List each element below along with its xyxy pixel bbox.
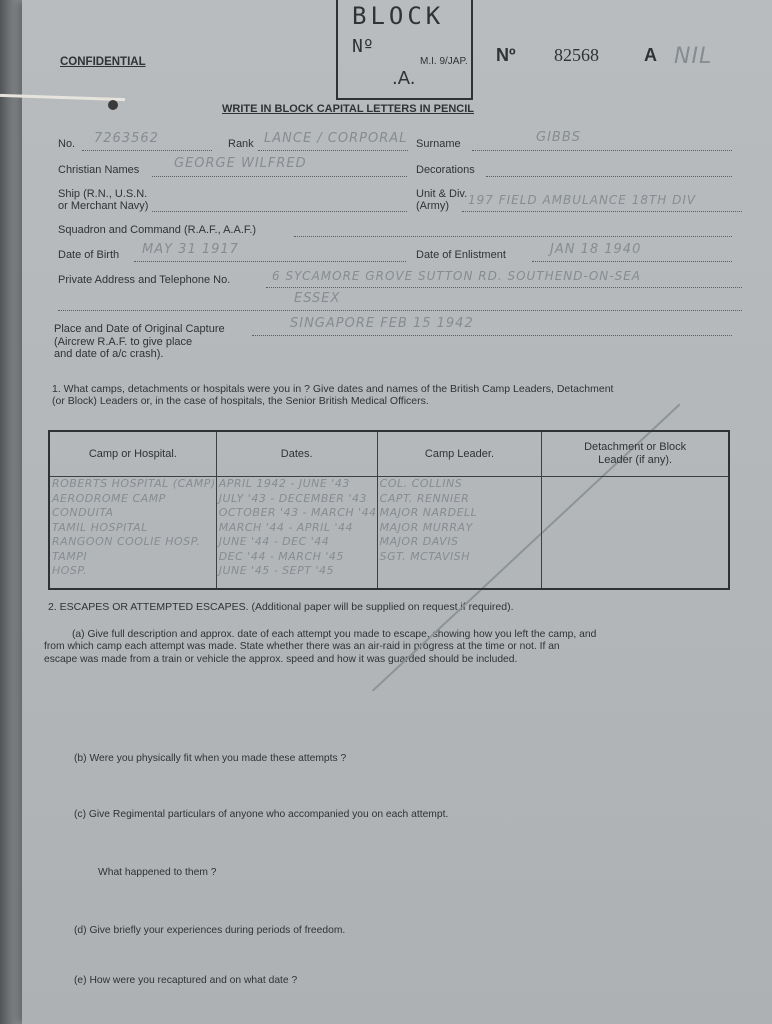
camp-table-body-row (49, 477, 729, 590)
address-value-line1: 6 SYCAMORE GROVE SUTTON RD. SOUTHEND-ON-SEA (272, 269, 641, 283)
decorations-line (486, 176, 732, 177)
leader-cell: MAJOR NARDELL (379, 506, 478, 519)
number-symbol: Nº (496, 45, 516, 65)
camp-cell: ROBERTS HOSPITAL (CAMP) (52, 477, 216, 490)
ship-line (152, 211, 407, 212)
decorations-label: Decorations (416, 164, 475, 176)
section2-d: (d) Give briefly your experiences during periods of freedom. (74, 925, 346, 936)
camp-cell: CONDUITA (52, 506, 114, 519)
capture-label-line2: (Aircrew R.A.F. to give place (54, 336, 193, 348)
address-value-line2: ESSEX (294, 291, 341, 306)
confidential-label: CONFIDENTIAL (60, 56, 146, 68)
header-camp: Camp or Hospital. (49, 431, 216, 477)
serial-note: NIL (674, 44, 713, 69)
dates-cell: DEC '44 - MARCH '45 (218, 549, 344, 563)
leader-cell: SGT. MCTAVISH (379, 549, 470, 563)
instruction-heading: WRITE IN BLOCK CAPITAL LETTERS IN PENCIL (222, 103, 474, 115)
dates-cell: APRIL 1942 - JUNE '43 (218, 477, 350, 490)
capture-label-line3: and date of a/c crash). (54, 348, 164, 360)
header-dates: Dates. (216, 431, 377, 477)
leader-cell: CAPT. RENNIER (379, 491, 470, 505)
section2-a-line2: from which camp each attempt was made. State whether there was an air-raid in progress at the time or not. If an (44, 641, 560, 652)
capture-line (252, 335, 732, 336)
no-label: No. (58, 138, 76, 150)
dates-cell: OCTOBER '43 - MARCH '44 (218, 506, 377, 519)
leader-cell: MAJOR MURRAY (379, 520, 473, 534)
section2-c-followup: What happened to them ? (98, 867, 217, 878)
stamp-word: BLOCK (352, 2, 445, 30)
unit-label-line2: (Army) (416, 200, 449, 212)
rank-line (258, 150, 408, 151)
leader-column (377, 477, 542, 590)
dates-column (216, 477, 377, 590)
header-detachment (542, 431, 729, 477)
section2-title: 2. ESCAPES OR ATTEMPTED ESCAPES. (Additional paper will be supplied on request if required). (48, 601, 514, 613)
dates-cell: JUNE '45 - SEPT '45 (218, 564, 334, 577)
ship-label-line1: Ship (R.N., U.S.N. (58, 188, 148, 200)
serial-letter: A (644, 45, 657, 65)
rank-value: LANCE / CORPORAL (264, 131, 408, 146)
leader-cell: COL. COLLINS (379, 477, 463, 490)
squadron-label: Squadron and Command (R.A.F., A.A.F.) (58, 224, 257, 236)
unit-label-line1: Unit & Div. (416, 188, 468, 200)
camp-column (49, 477, 216, 590)
dates-cell: JULY '43 - DECEMBER '43 (218, 491, 367, 505)
unit-line (462, 211, 742, 212)
section2-a-line3: escape was made from a train or vehicle the approx. speed and how it was guarded should be included. (44, 654, 518, 665)
address-label: Private Address and Telephone No. (58, 274, 231, 286)
question1-line2: (or Block) Leaders or, in the case of hospitals, the Senior British Medical Officers. (52, 395, 429, 407)
address-line-1 (266, 287, 742, 288)
dob-line (134, 261, 406, 262)
rank-label: Rank (228, 138, 254, 150)
camp-cell: HOSP. (52, 564, 88, 577)
camp-cell: RANGOON COOLIE HOSP. (52, 535, 201, 548)
camp-cell: TAMPI (52, 549, 88, 563)
surname-label: Surname (416, 138, 461, 150)
enlistment-label: Date of Enlistment (416, 249, 506, 261)
detachment-column (542, 477, 729, 590)
binding-knot (108, 100, 118, 110)
question1-line1: 1. What camps, detachments or hospitals were you in ? Give dates and names of the British Camp Leaders, Detachment (52, 383, 614, 395)
ship-label-line2: or Merchant Navy) (58, 200, 149, 212)
mi-reference: M.I. 9/JAP. (420, 56, 468, 67)
stamp-letter: .A. (392, 68, 416, 89)
header-leader: Camp Leader. (377, 431, 542, 477)
surname-line (472, 150, 732, 151)
camp-cell: AERODROME CAMP (52, 491, 166, 505)
block-stamp (336, 0, 473, 100)
capture-label-line1: Place and Date of Original Capture (54, 323, 225, 335)
dob-label: Date of Birth (58, 249, 120, 261)
stamp-no: Nº (352, 36, 374, 57)
camp-table (48, 430, 730, 590)
dates-cell: MARCH '44 - APRIL '44 (218, 520, 353, 534)
section2-a-line1: (a) Give full description and approx. date of each attempt you made to escape, showing how you left the camp, and (72, 629, 597, 640)
no-line (82, 150, 212, 151)
leader-cell: MAJOR DAVIS (379, 535, 459, 548)
surname-value: GIBBS (536, 130, 581, 145)
no-value: 7263562 (94, 131, 159, 146)
christian-names-value: GEORGE WILFRED (174, 156, 307, 171)
section2-e: (e) How were you recaptured and on what date ? (74, 975, 298, 986)
dates-cell: JUNE '44 - DEC '44 (218, 535, 330, 548)
address-line-2 (58, 310, 742, 311)
squadron-line (294, 236, 732, 237)
christian-names-label: Christian Names (58, 164, 140, 176)
section2-b: (b) Were you physically fit when you made these attempts ? (74, 753, 347, 764)
enlistment-value: JAN 18 1940 (550, 242, 642, 257)
enlistment-line (532, 261, 732, 262)
section2-c: (c) Give Regimental particulars of anyone who accompanied you on each attempt. (74, 809, 449, 820)
camp-cell: TAMIL HOSPITAL (52, 520, 148, 534)
header-detachment-line1: Detachment or Block (584, 441, 687, 453)
dob-value: MAY 31 1917 (142, 242, 239, 257)
serial-number: 82568 (554, 45, 599, 65)
camp-table-header-row (49, 431, 729, 477)
christian-names-line (152, 176, 407, 177)
unit-value: 197 FIELD AMBULANCE 18TH DIV (468, 193, 697, 207)
capture-value: SINGAPORE FEB 15 1942 (290, 316, 474, 331)
header-detachment-line2: Leader (if any). (598, 454, 673, 466)
